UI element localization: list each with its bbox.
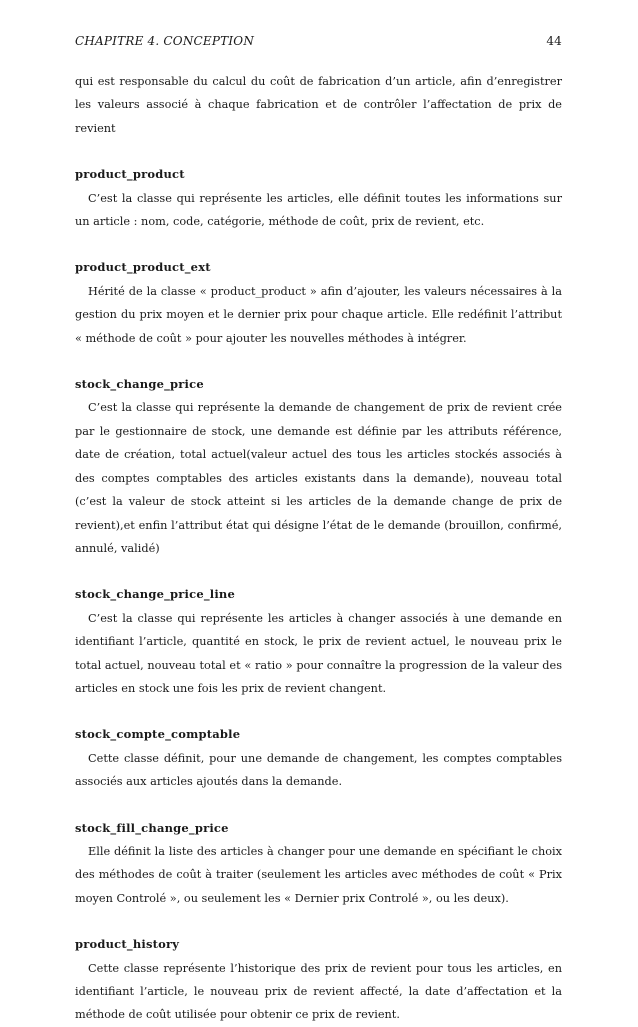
section-title: product_product	[75, 167, 185, 182]
section-title: stock_fill_change_price	[75, 820, 229, 835]
section-title: stock_compte_comptable	[75, 727, 241, 742]
page-number: 44	[546, 34, 562, 48]
section-product-product	[75, 163, 562, 233]
section-product-history	[75, 933, 562, 1027]
section-title: stock_change_price	[75, 377, 204, 392]
section-title: product_history	[75, 937, 180, 952]
section-stock-change-price-line	[75, 583, 562, 700]
section-stock-fill-change-price	[75, 817, 562, 911]
chapter-title: CHAPITRE 4. CONCEPTION	[75, 34, 255, 48]
section-paragraph: Elle définit la liste des articles à changer pour une demande en spécifiant le choix des méthodes de coût à traiter (seulement les articles avec méthodes de coût « Prix moyen Controlé », ou seulement les « Dernier prix Controlé », ou les deux).	[75, 844, 562, 905]
section-paragraph: C’est la classe qui représente la demande de changement de prix de revient crée par le gestionnaire de stock, une demande est définie par les attributs référence, date de création, total actuel(valeur actuel des tous les articles stockés associés à des comptes comptables des articles existants dans la demande), nouveau total (c’est la valeur de stock atteint si les articles de la demande change de prix de revient),et enfin l’attribut état qui désigne l’état de le demande (brouillon, confirmé, annulé, validé)	[75, 401, 562, 555]
section-paragraph: Cette classe représente l’historique des prix de revient pour tous les articles, en identifiant l’article, le nouveau prix de revient affecté, la date d’affectation et la méthode de coût utilisée pour obtenir ce prix de revient.	[75, 961, 562, 1022]
section-paragraph: C’est la classe qui représente les articles à changer associés à une demande en identifiant l’article, quantité en stock, le prix de revient actuel, le nouveau prix le total actuel, nouveau total et « ratio » pour connaître la progression de la valeur des articles en stock une fois les prix de revient changent.	[75, 611, 562, 695]
page-body	[75, 70, 562, 1027]
section-paragraph: Hérité de la classe « product_product » afin d’ajouter, les valeurs nécessaires à la gestion du prix moyen et le dernier prix pour chaque article. Elle redéfinit l’attribut « méthode de coût » pour ajouter les nouvelles méthodes à intégrer.	[75, 284, 562, 345]
section-title: stock_change_price_line	[75, 587, 236, 602]
section-stock-change-price	[75, 373, 562, 560]
section-title: product_product_ext	[75, 260, 211, 275]
section-paragraph: C’est la classe qui représente les articles, elle définit toutes les informations sur un article : nom, code, catégorie, méthode de coût, prix de revient, etc.	[75, 191, 562, 229]
section-product-product-ext	[75, 256, 562, 350]
running-header	[75, 34, 562, 50]
document-page	[75, 0, 562, 1022]
intro-paragraph: qui est responsable du calcul du coût de fabrication d’un article, afin d’enregistrer les valeurs associé à chaque fabrication et de contrôler l’affectation de prix de revient	[75, 75, 562, 135]
section-paragraph: Cette classe définit, pour une demande de changement, les comptes comptables associés aux articles ajoutés dans la demande.	[75, 751, 562, 789]
section-stock-compte-comptable	[75, 723, 562, 793]
